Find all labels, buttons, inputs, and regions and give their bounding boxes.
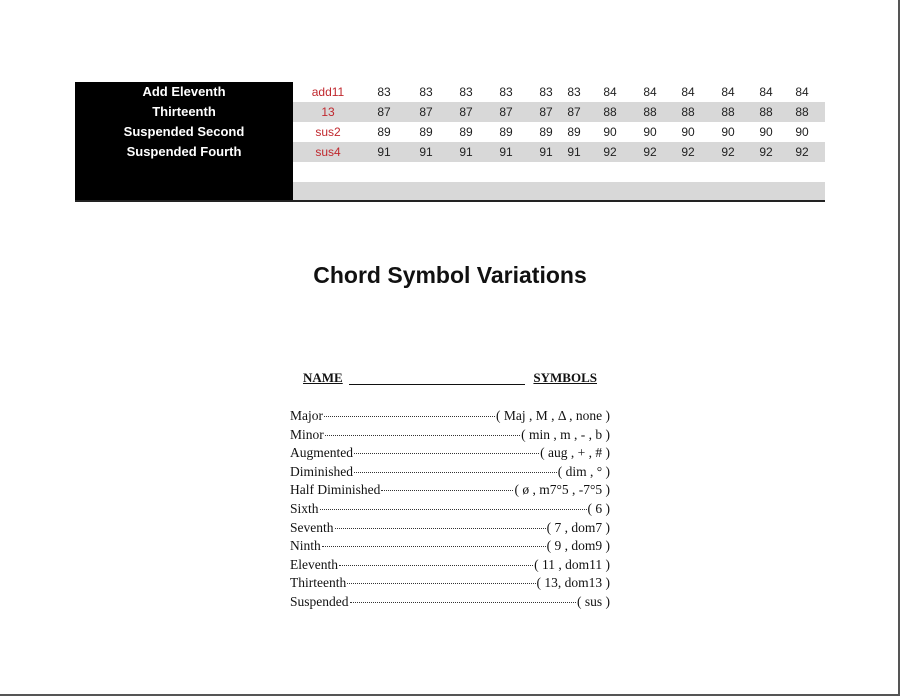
row-data — [293, 102, 825, 122]
value-cell: 91 — [459, 145, 473, 159]
value-cell: 92 — [681, 145, 695, 159]
value-cell: 83 — [419, 85, 433, 99]
value-cell: 83 — [567, 85, 581, 99]
chord-symbols: ( 6 ) — [587, 500, 610, 516]
list-item — [290, 594, 610, 613]
value-cell: 92 — [603, 145, 617, 159]
chord-name: Suspended Fourth — [126, 144, 242, 159]
value-cell: 83 — [499, 85, 513, 99]
chord-symbol: 13 — [321, 105, 335, 119]
dot-leader — [347, 583, 535, 584]
chord-table — [75, 82, 825, 202]
chord-type-name: Thirteenth — [290, 575, 347, 591]
dot-leader — [354, 472, 557, 473]
chord-type-name: Major — [290, 408, 323, 423]
list-item — [290, 520, 610, 539]
value-cell: 87 — [539, 105, 553, 119]
value-cell: 90 — [643, 125, 657, 139]
value-cell: 84 — [795, 85, 809, 99]
value-cell: 83 — [377, 85, 391, 99]
chord-symbols: ( 7 , dom7 ) — [546, 519, 610, 535]
value-cell: 89 — [567, 125, 581, 139]
table-row — [75, 122, 825, 142]
dot-leader — [324, 416, 495, 417]
chord-symbols: ( min , m , - , b ) — [521, 426, 610, 442]
value-cell: 88 — [603, 105, 617, 119]
value-cell: 92 — [721, 145, 735, 159]
chord-type-name: Minor — [290, 426, 324, 442]
chord-symbols: ( aug , + , # ) — [540, 445, 610, 461]
chord-symbols: ( 11 , dom11 ) — [534, 556, 610, 572]
list-item — [290, 464, 610, 483]
value-cell: 89 — [499, 125, 513, 139]
chord-symbol: sus2 — [315, 125, 341, 139]
value-cell: 88 — [681, 105, 695, 119]
chord-type-name: Sixth — [290, 500, 319, 516]
list-item — [290, 575, 610, 594]
value-cell: 83 — [539, 85, 553, 99]
value-cell: 91 — [539, 145, 553, 159]
chord-symbol: sus4 — [315, 145, 341, 159]
value-cell: 89 — [419, 125, 433, 139]
value-cell: 88 — [795, 105, 809, 119]
chord-symbols: ( dim , ° ) — [557, 463, 610, 479]
chord-type-name: Seventh — [290, 519, 334, 535]
dot-leader — [320, 509, 587, 510]
dot-leader — [381, 490, 513, 491]
dot-leader — [339, 565, 533, 566]
chord-symbols: ( Maj , M , Δ , none ) — [495, 408, 610, 423]
list-header — [303, 370, 597, 388]
value-cell: 84 — [643, 85, 657, 99]
chord-name: Thirteenth — [152, 104, 216, 119]
chord-type-name: Suspended — [290, 593, 349, 609]
list-item — [290, 408, 610, 427]
dot-leader — [350, 602, 577, 603]
value-cell: 87 — [459, 105, 473, 119]
value-cell: 91 — [499, 145, 513, 159]
chord-type-name: Eleventh — [290, 556, 338, 572]
table-bottom-rule — [75, 200, 825, 202]
list-item — [290, 482, 610, 501]
dot-leader — [354, 453, 539, 454]
value-cell: 87 — [499, 105, 513, 119]
value-cell: 87 — [377, 105, 391, 119]
table-row — [75, 82, 825, 102]
chord-type-name: Augmented — [290, 445, 353, 461]
header-symbols: SYMBOLS — [533, 370, 597, 385]
row-data — [293, 82, 825, 102]
value-cell: 87 — [567, 105, 581, 119]
list-item — [290, 445, 610, 464]
table-row — [75, 142, 825, 162]
value-cell: 84 — [603, 85, 617, 99]
value-cell: 87 — [419, 105, 433, 119]
value-cell: 92 — [795, 145, 809, 159]
header-name: NAME — [303, 370, 343, 385]
value-cell: 92 — [643, 145, 657, 159]
value-cell: 89 — [377, 125, 391, 139]
chord-symbol: add11 — [311, 85, 345, 99]
dot-leader — [335, 528, 546, 529]
value-cell: 91 — [567, 145, 581, 159]
value-cell: 84 — [681, 85, 695, 99]
value-cell: 90 — [603, 125, 617, 139]
list-item — [290, 501, 610, 520]
chord-type-name: Half Diminished — [290, 482, 381, 498]
list-item — [290, 557, 610, 576]
chord-name: Add Eleventh — [142, 84, 226, 99]
chord-name: Suspended Second — [123, 124, 245, 139]
value-cell: 83 — [459, 85, 473, 99]
row-data — [293, 122, 825, 142]
value-cell: 90 — [795, 125, 809, 139]
list-item — [290, 538, 610, 557]
value-cell: 84 — [759, 85, 773, 99]
table-empty-row — [293, 182, 825, 200]
value-cell: 88 — [721, 105, 735, 119]
value-cell: 89 — [539, 125, 553, 139]
chord-type-name: Ninth — [290, 538, 321, 554]
value-cell: 84 — [721, 85, 735, 99]
header-underline — [349, 384, 525, 385]
dot-leader — [322, 546, 546, 547]
symbol-entries — [290, 408, 610, 613]
chord-type-name: Diminished — [290, 463, 353, 479]
value-cell: 90 — [681, 125, 695, 139]
value-cell: 89 — [459, 125, 473, 139]
value-cell: 91 — [419, 145, 433, 159]
chord-symbols: ( ø , m7°5 , -7°5 ) — [514, 482, 610, 498]
chord-symbols: ( 9 , dom9 ) — [546, 538, 610, 554]
chord-symbols: ( 13, dom13 ) — [536, 575, 610, 591]
list-item — [290, 427, 610, 446]
value-cell: 88 — [643, 105, 657, 119]
value-cell: 90 — [721, 125, 735, 139]
value-cell: 90 — [759, 125, 773, 139]
value-cell: 88 — [759, 105, 773, 119]
value-cell: 91 — [377, 145, 391, 159]
table-empty-row — [293, 162, 825, 182]
chord-symbols: ( sus ) — [577, 593, 610, 609]
value-cell: 92 — [759, 145, 773, 159]
dot-leader — [325, 435, 520, 436]
row-data — [293, 142, 825, 162]
table-row — [75, 102, 825, 122]
section-title: Chord Symbol Variations — [313, 262, 587, 288]
